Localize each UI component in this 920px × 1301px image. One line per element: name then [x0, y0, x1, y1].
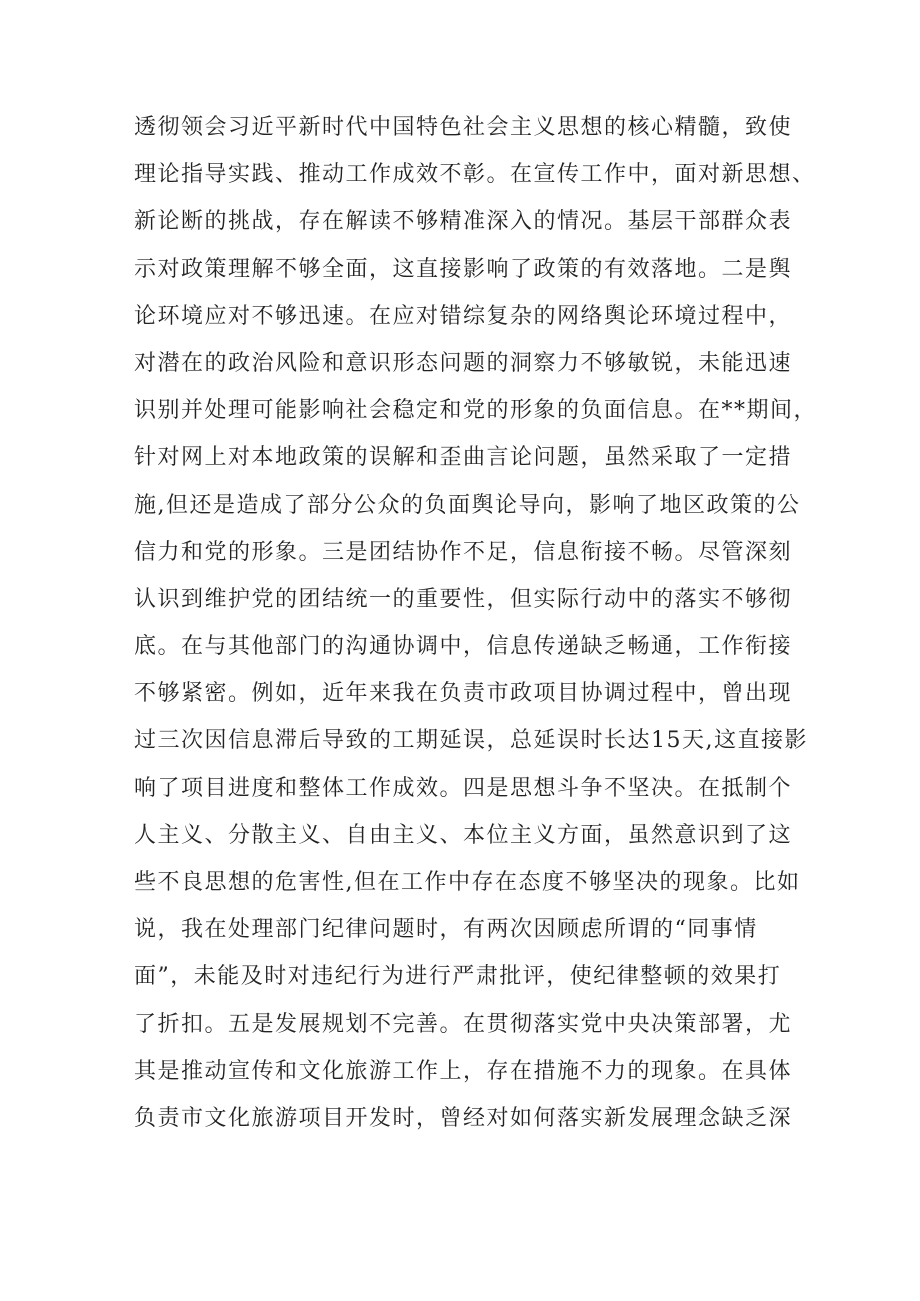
text-line-14: 过三次因信息滞后导致的工期延误，总延误时长达15天,这直接影: [134, 728, 808, 754]
text-line-15: 响了项目进度和整体工作成效。四是思想斗争不坚决。在抵制个: [134, 775, 793, 801]
text-line-6: 对潜在的政治风险和意识形态问题的洞察力不够敏锐，未能迅速: [134, 350, 793, 376]
text-line-12: 底。在与其他部门的沟通协调中，信息传递缺乏畅通，工作衔接: [134, 634, 793, 660]
text-line-22: 负责市文化旅游项目开发时，曾经对如何落实新发展理念缺乏深: [134, 1105, 793, 1131]
body-text: [134, 104, 818, 1142]
text-line-16: 人主义、分散主义、自由主义、本位主义方面，虽然意识到了这: [134, 822, 793, 848]
text-line-18: 说，我在处理部门纪律问题时，有两次因顾虑所谓的“同事情: [134, 917, 758, 943]
text-line-21: 其是推动宣传和文化旅游工作上，存在措施不力的现象。在具体: [134, 1058, 793, 1084]
text-line-3: 新论断的挑战，存在解读不够精准深入的情况。基层干部群众表: [134, 209, 793, 235]
text-line-5: 论环境应对不够迅速。在应对错综复杂的网络舆论环境过程中，: [134, 303, 793, 329]
text-line-9: 施,但还是造成了部分公众的负面舆论导向，影响了地区政策的公: [134, 492, 801, 518]
text-line-2: 理论指导实践、推动工作成效不彰。在宣传工作中，面对新思想、: [134, 162, 816, 188]
text-line-1: 透彻领会习近平新时代中国特色社会主义思想的核心精髓，致使: [134, 115, 793, 140]
text-line-17: 些不良思想的危害性,但在工作中存在态度不够坚决的现象。比如: [134, 870, 801, 895]
text-line-10: 信力和党的形象。三是团结协作不足，信息衔接不畅。尽管深刻: [134, 539, 793, 565]
text-line-8: 针对网上对本地政策的误解和歪曲言论问题，虽然采取了一定措: [134, 445, 793, 471]
text-line-4: 示对政策理解不够全面，这直接影响了政策的有效落地。二是舆: [134, 256, 793, 282]
text-line-20: 了折扣。五是发展规划不完善。在贯彻落实党中央决策部署，尤: [134, 1011, 793, 1037]
text-line-7: 识别并处理可能影响社会稳定和党的形象的负面信息。在**期间，: [134, 398, 818, 424]
text-line-19: 面”，未能及时对违纪行为进行严肃批评，使纪律整顿的效果打: [134, 964, 782, 990]
text-line-11: 认识到维护党的团结统一的重要性，但实际行动中的落实不够彻: [134, 586, 793, 612]
text-line-13: 不够紧密。例如，近年来我在负责市政项目协调过程中，曾出现: [134, 681, 793, 707]
